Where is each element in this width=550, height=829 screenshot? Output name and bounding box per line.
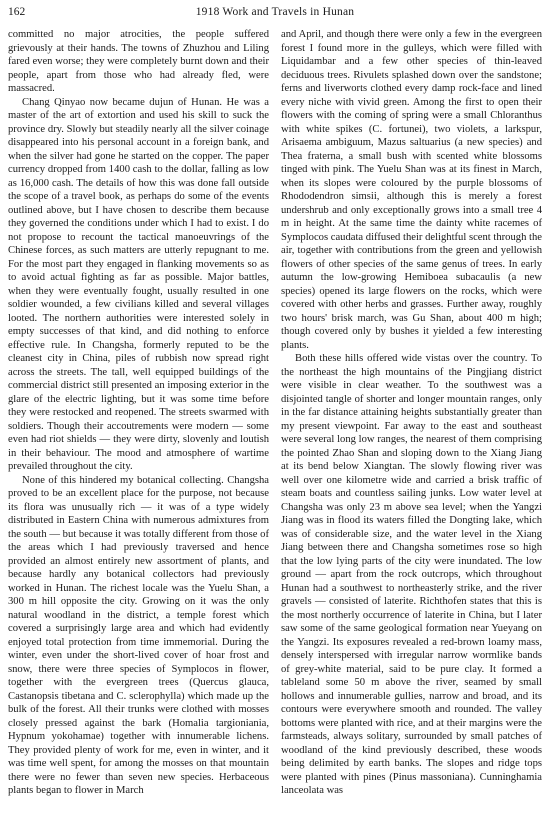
page-number: 162 — [8, 6, 26, 18]
paragraph: Chang Qinyao now became dujun of Hunan. He was a master of the art of extortion and used his skill to suck the province dry. Slowly but steadily nearly all the silver coinage disappeared into his personal account in a foreign bank, and when the silver had gone he started on the copper. The paper currency dropped from 1400 cash to the dollar, falling as low as 16,000 cash. The details of how this was done fall outside the scope of a travel book, as perhaps do some of the events outlined above, but I have chosen to describe them because they governed the conditions under which I had to exist. I do not propose to recount the tactical manoeuvrings of the Chinese forces, as such matters are utterly repugnant to me. For the most part they engaged in flanking movements so as to avoid actual fighting as far as possible. Major battles, when they were eventually fought, usually resulted in one soldier wounded, a few civilians killed and several villages looted. The northern authorities were interested solely in empty successes of that kind, and did nothing to enforce effective rule. In Changsha, formerly reputed to be the cleanest city in China, piles of rubbish now spread right across the streets. The tall, well equipped buildings of the commercial district still presented an imposing exterior in the glare of the electric lighting, but it was some time before they were restocked and reopened. The streets swarmed with soldiers. Though their accoutrements were modern — some even had riot shields — they were dirty, slovenly and loutish in their behaviour. The mood and atmosphere of wartime prevailed throughout the city. — [8, 96, 269, 472]
running-title: 1918 Work and Travels in Hunan — [195, 6, 355, 18]
left-column — [8, 28, 269, 798]
paragraph: None of this hindered my botanical collecting. Changsha proved to be an excellent place for the purpose, not because its flora was unusually rich — it was of a type widely distributed in Eastern China with numerous admixtures from the south — but because it was totally different from those of the areas which I had previously traversed and hence provided an almost entirely new assortment of plants, and because hardly any botanical collectors had previously worked in Hunan. The richest locale was the Yuelu Shan, a 300 m hill opposite the city. Growing on it was the only natural woodland in the district, a temple forest which covered a surprisingly large area and which had evidently enjoyed total protection from time immemorial. During the winter, even under the short-lived cover of hoar frost and snow, there were three species of Symplocos in flower, together with the evergreen trees (Quercus glauca, Castanopsis tibetana and C. sclerophylla) which made up the bulk of the forest. All their trunks were clothed with mosses closely pressed against the bark (Homalia targioniania, Hypnum yokohamae) together with innumerable lichens. They provided plenty of work for me, even in winter, and it was time well spent, for among the mosses on that mountain there were no fewer than seven new species. Herbaceous plants began to flower in March — [8, 474, 269, 796]
paragraph: Both these hills offered wide vistas over the country. To the northeast the high mountains of the Pingjiang district were visible in clear weather. To the southwest was a disjointed tangle of shorter and longer mountain ranges, only in the far distance attaining heights substantially greater than my present viewpoint. Far away to the east and southeast were several long low ranges, the nearest of them comprising the pointed Zhao Shan and sloping down to the Xiang Jiang at its bend below Xiangtan. The slowly flowing river was well over one kilometre wide and carried a brisk traffic of steam boats and countless sailing junks. Low water level at Changsha was only 23 m above sea level; when the Yangzi Jiang was in flood its waters filled the Dongting lake, which was of considerable size, and the water level in the Xiang Jiang between there and Changsha sometimes rose so high that the low lying parts of the city were inundated. The low ground — apart from the rock outcrops, which throughout Hunan had a southwest to northeasterly strike, and the river gravels — consisted of laterite. Richthofen states that this is the most northerly occurrence of laterite in China, but I later saw some of the same geological formation near Yueyang on the Yangzi. Its exposures revealed a red-brown loamy mass, densely interspersed with irregular narrow wormlike bands of grey-white material, said to be pure clay. It formed a tableland some 50 m above the river, seamed by small hollows and innumerable gullies, narrow and broad, and its contours were everywhere smooth and rounded. The valley bottoms were planted with rice, and at their margins were the farmsteads, always solitary, surrounded by small patches of woodland of the kind previously described, these woods being delimited by earth banks. The slopes and ridge tops were planted with pines (Pinus massoniana). Cunninghamia lanceolata was — [281, 353, 542, 796]
paragraph: committed no major atrocities, the people suffered grievously at their hands. The towns of Zhuzhou and Liling fared even worse; they were completely burnt down and their people, apart from those who had already fled, were massacred. — [8, 29, 269, 94]
paragraph: and April, and though there were only a few in the evergreen forest I found more in the gulleys, which were filled with Liquidambar and a few other species of thin-leaved deciduous trees. Rivulets splashed down over the sandstone; ferns and liverworts clothed every damp rock-face and lined every niche with vivid green. Among the first to open their flowers with the coming of spring were a small Chloranthus with white spikes (C. fortunei), two violets, a larkspur, Arisaema ambiguum, Mazus saltuarius (a new species) and Thea fraterna, a small bush with scented white blossoms tinged with pink. The Yuelu Shan was at its finest in March, when its slopes were coloured by the purple blossoms of Rhododendron simsii, although this is merely a forest undershrub and only exceptionally grows into a small tree 4 m in height. At the same time the dainty white racemes of Symplocos caudata diffused their delightful scent through the air, together with contributions from the green and yellowish flowers of other species of the same genus of trees. In early autumn the low-growing Hemiboea subacaulis (a new species) opened its large flowers on the rocks, which were covered with other herbs and grasses. Further away, roughly two hours' brisk march, was Gu Shan, about 400 m high; though covered only by bushes it yielded a few interesting plants. — [281, 29, 542, 351]
page-header — [8, 6, 542, 26]
text-columns — [8, 28, 542, 798]
right-column — [281, 28, 542, 798]
